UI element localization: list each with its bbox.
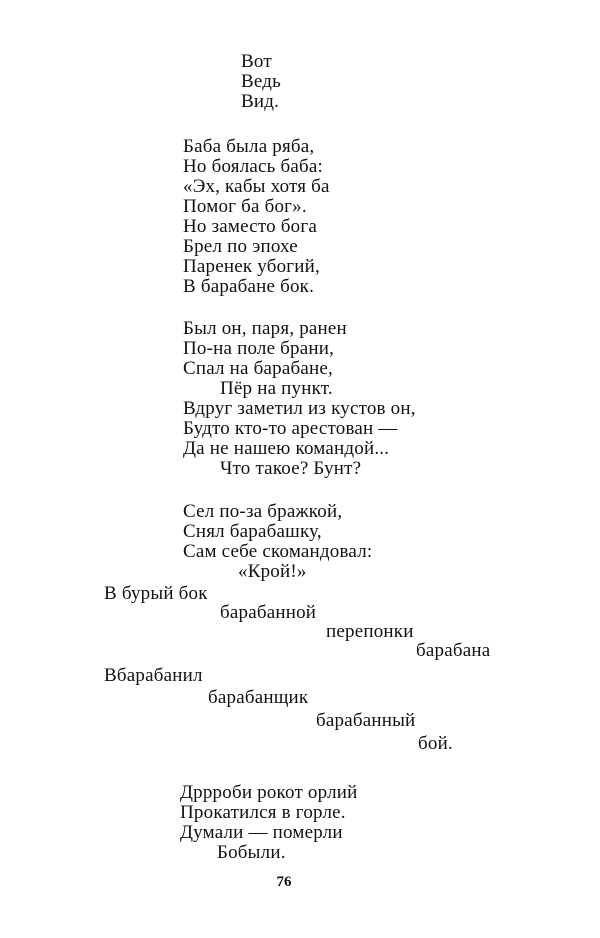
poem-line: В барабане бок.: [183, 276, 315, 297]
poem-line: Паренек убогий,: [183, 256, 320, 277]
poem-line: «Крой!»: [238, 561, 307, 582]
poem-line: Вот: [241, 51, 272, 72]
poem-line: Но боялась баба:: [183, 156, 323, 177]
poem-line: Спал на барабане,: [183, 358, 333, 379]
poem-line: Прокатился в горле.: [180, 802, 346, 823]
poem-line: Брел по эпохе: [183, 236, 298, 257]
poem-line: В бурый бок: [104, 583, 208, 604]
poem-line: Сел по-за бражкой,: [183, 501, 343, 522]
poem-line: Вдруг заметил из кустов он,: [183, 398, 416, 419]
poem-line: Вид.: [241, 91, 280, 112]
poem-line: Но заместо бога: [183, 216, 317, 237]
poem-line: Был он, паря, ранен: [183, 318, 347, 339]
poem-line: Да не нашею командой...: [183, 438, 390, 459]
poem-line: Ведь: [241, 71, 281, 92]
poem-line: Вбарабанил: [104, 665, 203, 686]
poem-line: Пёр на пункт.: [220, 378, 333, 399]
poem-line: барабанный: [316, 710, 416, 731]
poem-line: Сам себе скомандовал:: [183, 541, 373, 562]
poem-line: Помог ба бог».: [183, 196, 307, 217]
poem-line: бой.: [418, 733, 453, 754]
poem-line: По-на поле брани,: [183, 338, 335, 359]
poem-line: Думали — померли: [180, 822, 343, 843]
poem-line: Бобыли.: [217, 842, 286, 863]
poem-line: «Эх, кабы хотя ба: [183, 176, 330, 197]
poem-line: Баба была ряба,: [183, 136, 315, 157]
poem-line: Дррроби рокот орлий: [180, 782, 358, 803]
page-number: 76: [276, 874, 292, 890]
poem-line: перепонки: [326, 621, 414, 642]
poem-line: барабанщик: [208, 687, 309, 708]
poem-line: Что такое? Бунт?: [220, 458, 362, 479]
poem-line: барабанной: [220, 602, 317, 623]
poem-line: барабана: [416, 640, 491, 661]
poem-line: Снял барабашку,: [183, 521, 322, 542]
poem-line: Будто кто-то арестован —: [183, 418, 398, 439]
